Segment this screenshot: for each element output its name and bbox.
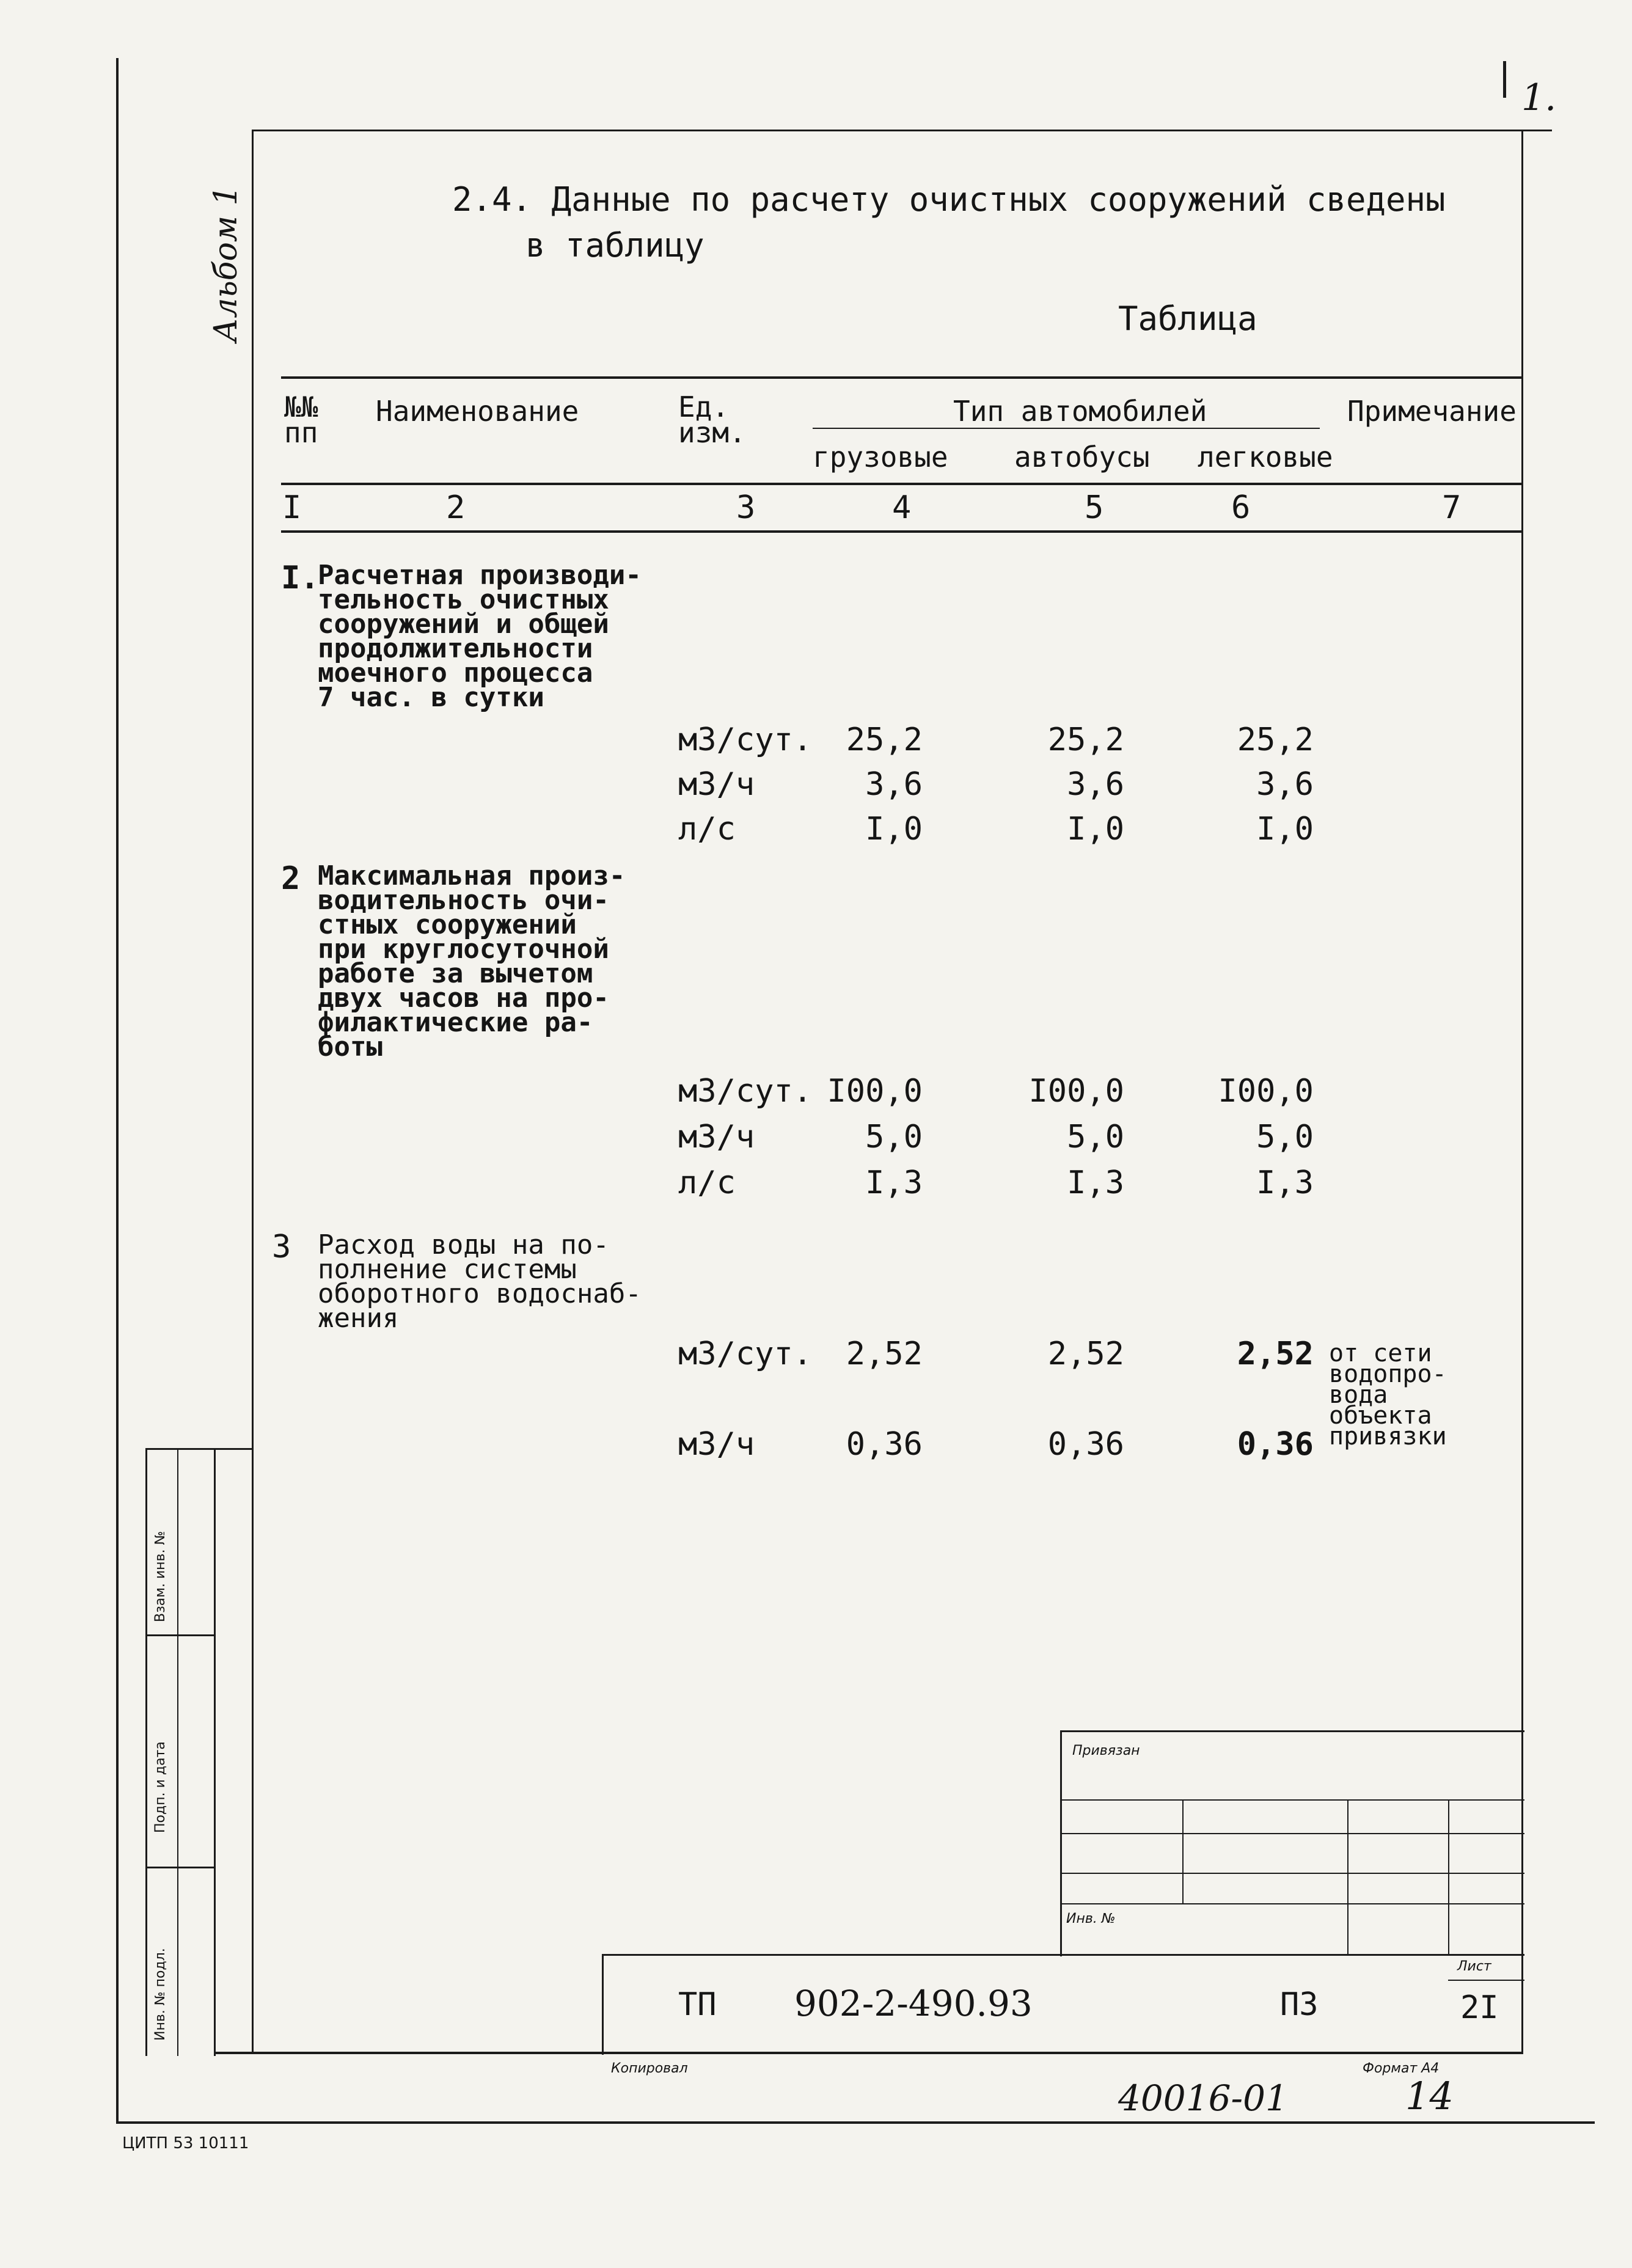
stamp-outer-left bbox=[145, 1448, 147, 2056]
outer-frame-left bbox=[116, 58, 119, 2123]
col-name-header: Наименование bbox=[376, 395, 579, 428]
col-number-5: 5 bbox=[1085, 489, 1104, 526]
row3-buses-2: 0,36 bbox=[1047, 1426, 1124, 1463]
row2-trucks-3: I,3 bbox=[865, 1165, 923, 1201]
row3-buses-1: 2,52 bbox=[1047, 1336, 1124, 1372]
col-trucks-header: грузовые bbox=[813, 441, 948, 474]
heading-line2: в таблицу bbox=[525, 226, 704, 265]
col-note-header: Примечание bbox=[1347, 395, 1517, 428]
binding-col-3 bbox=[1448, 1799, 1449, 1955]
title-code: ТП bbox=[678, 1986, 717, 2023]
row3-cars-2: 0,36 bbox=[1237, 1426, 1314, 1463]
row3-num: 3 bbox=[272, 1229, 291, 1265]
footer-copied: Копировал bbox=[611, 2061, 688, 2076]
sheet-number: 1. bbox=[1521, 76, 1557, 119]
binding-row-3 bbox=[1060, 1873, 1524, 1874]
footer-archive: 40016-01 bbox=[1118, 2077, 1288, 2119]
title-sheet-no: 2I bbox=[1460, 1989, 1499, 2026]
stamp-vzam: Взам. инв. № bbox=[153, 1531, 168, 1622]
type-group-rule bbox=[813, 428, 1320, 429]
row2-cars-3: I,3 bbox=[1256, 1165, 1314, 1201]
row1-name: Расчетная производи- тельность очистных сооружений и общей продолжительности моечного процесса 7 час. в сутки bbox=[318, 560, 642, 713]
row1-cars-3: I,0 bbox=[1256, 811, 1314, 847]
stamp-top bbox=[145, 1448, 252, 1450]
table-caption: Таблица bbox=[1118, 299, 1257, 338]
col-buses-header: автобусы bbox=[1014, 441, 1150, 474]
footer-page: 14 bbox=[1405, 2074, 1454, 2118]
row1-trucks-3: I,0 bbox=[865, 811, 923, 847]
col-type-group-header: Тип автомобилей bbox=[953, 395, 1207, 428]
row1-num: I. bbox=[281, 560, 320, 596]
sheet-mark bbox=[1503, 61, 1506, 98]
col-number-2: 2 bbox=[446, 489, 466, 526]
title-top bbox=[602, 1954, 1524, 1956]
row3-unit-1: м3/сут. bbox=[678, 1336, 813, 1372]
row2-num: 2 bbox=[281, 860, 301, 897]
title-doc: ПЗ bbox=[1280, 1986, 1319, 2023]
row1-cars-1: 25,2 bbox=[1237, 722, 1314, 758]
col-number-6: 6 bbox=[1231, 489, 1251, 526]
binding-row-1 bbox=[1060, 1799, 1524, 1801]
footer-print-code: ЦИТП 53 10111 bbox=[122, 2134, 249, 2153]
row2-cars-2: 5,0 bbox=[1256, 1119, 1314, 1155]
row3-trucks-1: 2,52 bbox=[846, 1336, 923, 1372]
row2-trucks-2: 5,0 bbox=[865, 1119, 923, 1155]
stamp-inner-line bbox=[177, 1448, 178, 2056]
row1-unit-2: м3/ч bbox=[678, 766, 755, 803]
header-mid-rule bbox=[281, 483, 1521, 485]
col-number-3: 3 bbox=[736, 489, 756, 526]
binding-col-2 bbox=[1347, 1799, 1348, 1955]
row1-buses-3: I,0 bbox=[1067, 811, 1124, 847]
row3-cars-1: 2,52 bbox=[1237, 1336, 1314, 1372]
row1-buses-2: 3,6 bbox=[1067, 766, 1124, 803]
title-number: 902-2-490.93 bbox=[794, 1983, 1033, 2024]
row3-name: Расход воды на по- полнение системы оборотного водоснаб- жения bbox=[318, 1229, 642, 1334]
inner-frame-bottom bbox=[214, 2052, 1523, 2054]
row1-unit-3: л/с bbox=[678, 811, 736, 847]
header-bottom-rule bbox=[281, 530, 1521, 533]
title-sheet-divider bbox=[1448, 1980, 1524, 1981]
stamp-div-1 bbox=[145, 1634, 216, 1636]
binding-col-1 bbox=[1182, 1799, 1184, 1903]
row2-unit-1: м3/сут. bbox=[678, 1073, 813, 1110]
stamp-podp: Подп. и дата bbox=[153, 1741, 168, 1833]
col-number-4: 4 bbox=[892, 489, 912, 526]
binding-top bbox=[1060, 1730, 1524, 1732]
row1-trucks-2: 3,6 bbox=[865, 766, 923, 803]
row1-buses-1: 25,2 bbox=[1047, 722, 1124, 758]
stamp-div-2 bbox=[145, 1867, 216, 1868]
row3-unit-2: м3/ч bbox=[678, 1426, 755, 1463]
col-number-7: 7 bbox=[1442, 489, 1462, 526]
album-label: Альбом 1 bbox=[208, 185, 244, 342]
col-cars-header: легковые bbox=[1198, 441, 1333, 474]
row1-unit-1: м3/сут. bbox=[678, 722, 813, 758]
header-top-rule bbox=[281, 376, 1521, 379]
title-left bbox=[602, 1954, 604, 2055]
row1-trucks-1: 25,2 bbox=[846, 722, 923, 758]
row2-unit-3: л/с bbox=[678, 1165, 736, 1201]
heading-line1: 2.4. Данные по расчету очистных сооружений сведены bbox=[452, 180, 1446, 219]
row2-unit-2: м3/ч bbox=[678, 1119, 755, 1155]
row2-trucks-1: I00,0 bbox=[827, 1073, 923, 1110]
binding-inv-label: Инв. № bbox=[1066, 1911, 1116, 1926]
binding-row-2 bbox=[1060, 1833, 1524, 1834]
row2-buses-3: I,3 bbox=[1067, 1165, 1124, 1201]
col-num-header: №№ пп bbox=[284, 390, 318, 449]
row3-trucks-2: 0,36 bbox=[846, 1426, 923, 1463]
row1-cars-2: 3,6 bbox=[1256, 766, 1314, 803]
col-number-1: I bbox=[282, 489, 302, 526]
binding-row-4 bbox=[1060, 1903, 1524, 1904]
stamp-right-line bbox=[214, 1448, 216, 2056]
row2-buses-1: I00,0 bbox=[1028, 1073, 1124, 1110]
row2-name: Максимальная произ- водительность очи- стных сооружений при круглосуточной работе за вычетом двух часов на про- филактические ра- боты bbox=[318, 860, 626, 1063]
col-unit-header: Ед. изм. bbox=[678, 390, 746, 449]
inner-frame-left bbox=[252, 130, 254, 2054]
inner-frame-right bbox=[1521, 130, 1523, 2054]
footer-format: Формат А4 bbox=[1363, 2061, 1440, 2076]
inner-frame-top bbox=[252, 130, 1552, 131]
outer-frame-bottom bbox=[116, 2121, 1595, 2124]
binding-left bbox=[1060, 1730, 1062, 1956]
stamp-inv: Инв. № подл. bbox=[153, 1948, 168, 2041]
row3-note: от сети водопро- вода объекта привязки bbox=[1329, 1339, 1447, 1450]
row2-cars-1: I00,0 bbox=[1218, 1073, 1314, 1110]
row2-buses-2: 5,0 bbox=[1067, 1119, 1124, 1155]
title-sheet-label: Лист bbox=[1457, 1959, 1491, 1974]
binding-label: Привязан bbox=[1072, 1743, 1140, 1758]
